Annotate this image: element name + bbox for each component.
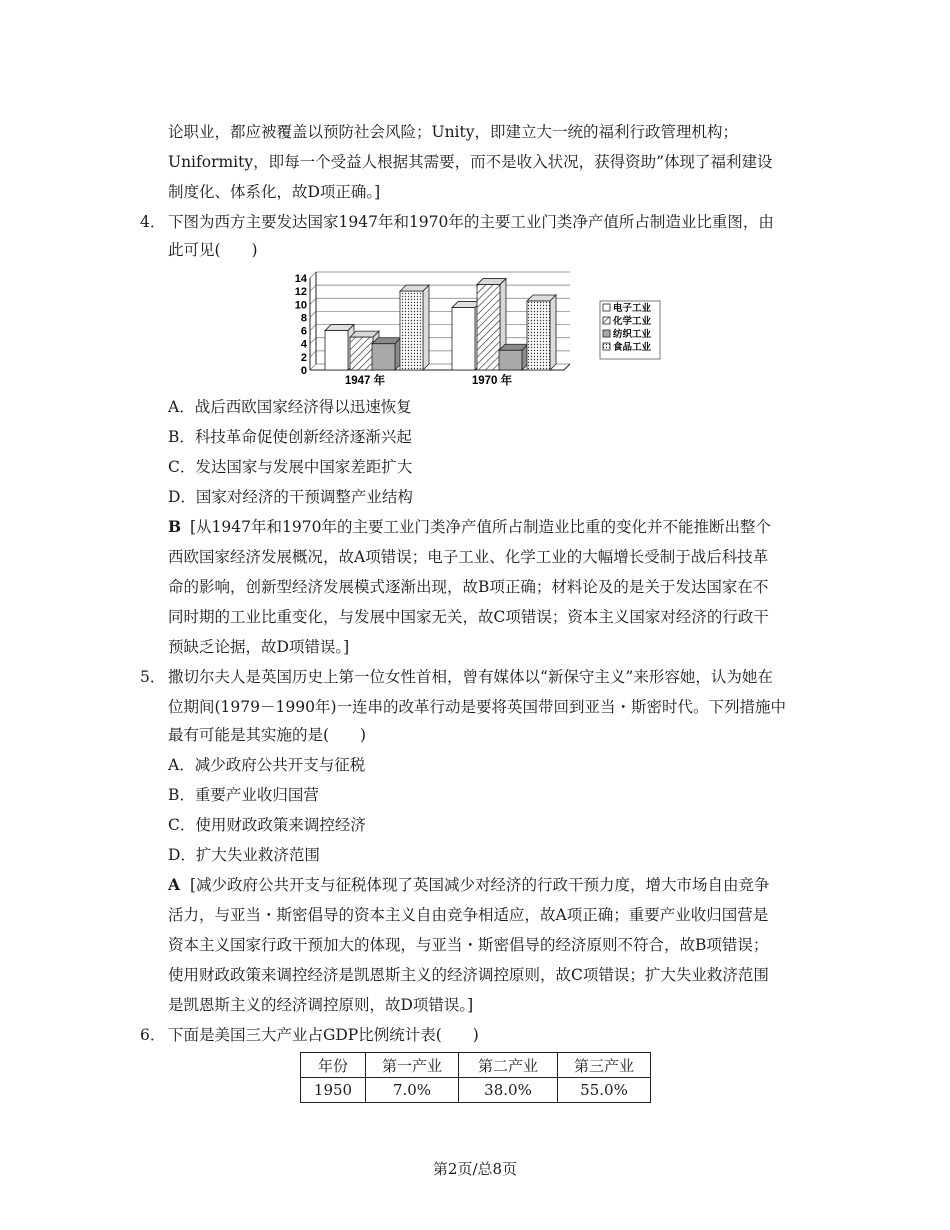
legend-swatch: [603, 343, 610, 350]
question-stem: 下面是美国三大产业占GDP比例统计表( ): [168, 1026, 479, 1044]
y-tick-label: 10: [294, 299, 307, 312]
intro-line: 制度化、体系化，故D项正确。]: [168, 183, 381, 201]
gdp-share-table: [300, 1052, 651, 1103]
option-a: A．减少政府公共开支与征税: [168, 756, 366, 774]
legend-label: 纺织工业: [613, 329, 652, 340]
bar: [452, 308, 475, 370]
bar: [372, 344, 395, 370]
table-header-cell: 第三产业: [558, 1053, 651, 1078]
legend-label: 食品工业: [613, 342, 652, 353]
x-tick-label: 1970 年: [471, 375, 513, 387]
option-b: B．重要产业收归国营: [168, 786, 319, 804]
table-cell: 55.0%: [558, 1078, 651, 1103]
y-tick-label: 12: [294, 286, 307, 299]
legend-swatch: [603, 330, 610, 337]
option-c: C．发达国家与发展中国家差距扩大: [168, 458, 413, 476]
question-stem: 撒切尔夫人是英国历史上第一位女性首相，曾有媒体以“新保守主义”来形容她，认为她在: [168, 668, 773, 686]
question-number: 6．: [140, 1026, 166, 1044]
explanation-line: 使用财政政策来调控经济是凯恩斯主义的经济调控原则，故C项错误；扩大失业救济范围: [168, 966, 769, 984]
table-header-cell: 第一产业: [366, 1053, 459, 1078]
bar: [325, 331, 348, 370]
table-header-cell: 第二产业: [459, 1053, 558, 1078]
explanation-line: 活力，与亚当・斯密倡导的资本主义自由竞争相适应，故A项正确；重要产业收归国营是: [168, 906, 769, 924]
x-axis-depth: [564, 364, 570, 370]
bar-side: [423, 285, 429, 370]
explanation-line: 是凯恩斯主义的经济调控原则，故D项错误。]: [168, 996, 474, 1014]
option-d: D．国家对经济的干预调整产业结构: [168, 488, 413, 506]
bar-side: [550, 295, 556, 370]
bar: [400, 291, 423, 370]
gridline-depth: [310, 351, 316, 357]
y-tick-label: 6: [300, 325, 307, 338]
table-cell: 1950: [301, 1078, 366, 1103]
gridline-depth: [310, 298, 316, 304]
intro-line: Uniformity，即每一个受益人根据其需要，而不是收入状况，获得资助”体现了福利建设: [168, 153, 773, 171]
explanation-line: [从1947年和1970年的主要工业门类净产值所占制造业比重的变化并不能推断出整个: [190, 518, 771, 536]
industry-bar-chart: [290, 268, 670, 398]
page-footer: 第2页/总8页: [432, 1160, 518, 1178]
y-tick-label: 2: [300, 351, 307, 364]
y-tick-label: 0: [300, 365, 307, 377]
bar: [527, 301, 550, 370]
question-stem: 下图为西方主要发达国家1947年和1970年的主要工业门类净产值所占制造业比重图，由: [168, 213, 774, 231]
bar: [350, 337, 373, 370]
gridline-depth: [310, 338, 316, 344]
gridline-depth: [310, 325, 316, 331]
legend-swatch: [603, 304, 610, 311]
question-stem: 位期间(1979－1990年)一连串的改革行动是要将英国带回到亚当・斯密时代。下列措施中: [168, 698, 786, 716]
table-row: [301, 1078, 651, 1103]
option-c: C．使用财政政策来调控经济: [168, 816, 366, 834]
x-tick-label: 1947 年: [344, 375, 386, 387]
bar: [499, 350, 522, 370]
explanation-line: 预缺乏论据，故D项错误。]: [168, 638, 350, 656]
table-header-cell: 年份: [301, 1053, 366, 1078]
question-stem: 此可见( ): [168, 241, 258, 259]
answer-letter: A: [168, 875, 181, 894]
explanation-line: [减少政府公共开支与征税体现了英国减少对经济的行政干预力度，增大市场自由竞争: [190, 876, 770, 894]
legend-label: 电子工业: [613, 303, 652, 314]
y-tick-label: 14: [294, 273, 307, 285]
gridline-depth: [310, 272, 316, 278]
legend-swatch: [603, 317, 610, 324]
explanation-line: 同时期的工业比重变化，与发展中国家无关，故C项错误；资本主义国家对经济的行政干: [168, 608, 769, 626]
option-d: D．扩大失业救济范围: [168, 846, 320, 864]
explanation-line: 西欧国家经济发展概况，故A项错误；电子工业、化学工业的大幅增长受制于战后科技革: [168, 548, 769, 566]
explanation-line: 资本主义国家行政干预加大的体现，与亚当・斯密倡导的经济原则不符合，故B项错误；: [168, 936, 769, 954]
option-a: A．战后西欧国家经济得以迅速恢复: [168, 398, 412, 416]
question-number: 5．: [140, 668, 166, 686]
y-tick-label: 8: [300, 312, 307, 325]
y-tick-label: 4: [300, 338, 307, 351]
gridline-depth: [310, 311, 316, 317]
gridline-depth: [310, 364, 316, 370]
explanation-line: 命的影响，创新型经济发展模式逐渐出现，故B项正确；材料论及的是关于发达国家在不: [168, 578, 769, 596]
bar: [477, 285, 500, 370]
legend-label: 化学工业: [613, 316, 652, 327]
gridline-depth: [310, 285, 316, 291]
table-cell: 38.0%: [459, 1078, 558, 1103]
question-number: 4．: [140, 213, 166, 231]
table-header-row: [301, 1053, 651, 1078]
question-stem: 最有可能是其实施的是( ): [168, 726, 367, 744]
answer-letter: B: [168, 517, 182, 536]
intro-line: 论职业，都应被覆盖以预防社会风险；Unity，即建立大一统的福利行政管理机构；: [168, 123, 738, 141]
table-cell: 7.0%: [366, 1078, 459, 1103]
option-b: B．科技革命促使创新经济逐渐兴起: [168, 428, 412, 446]
